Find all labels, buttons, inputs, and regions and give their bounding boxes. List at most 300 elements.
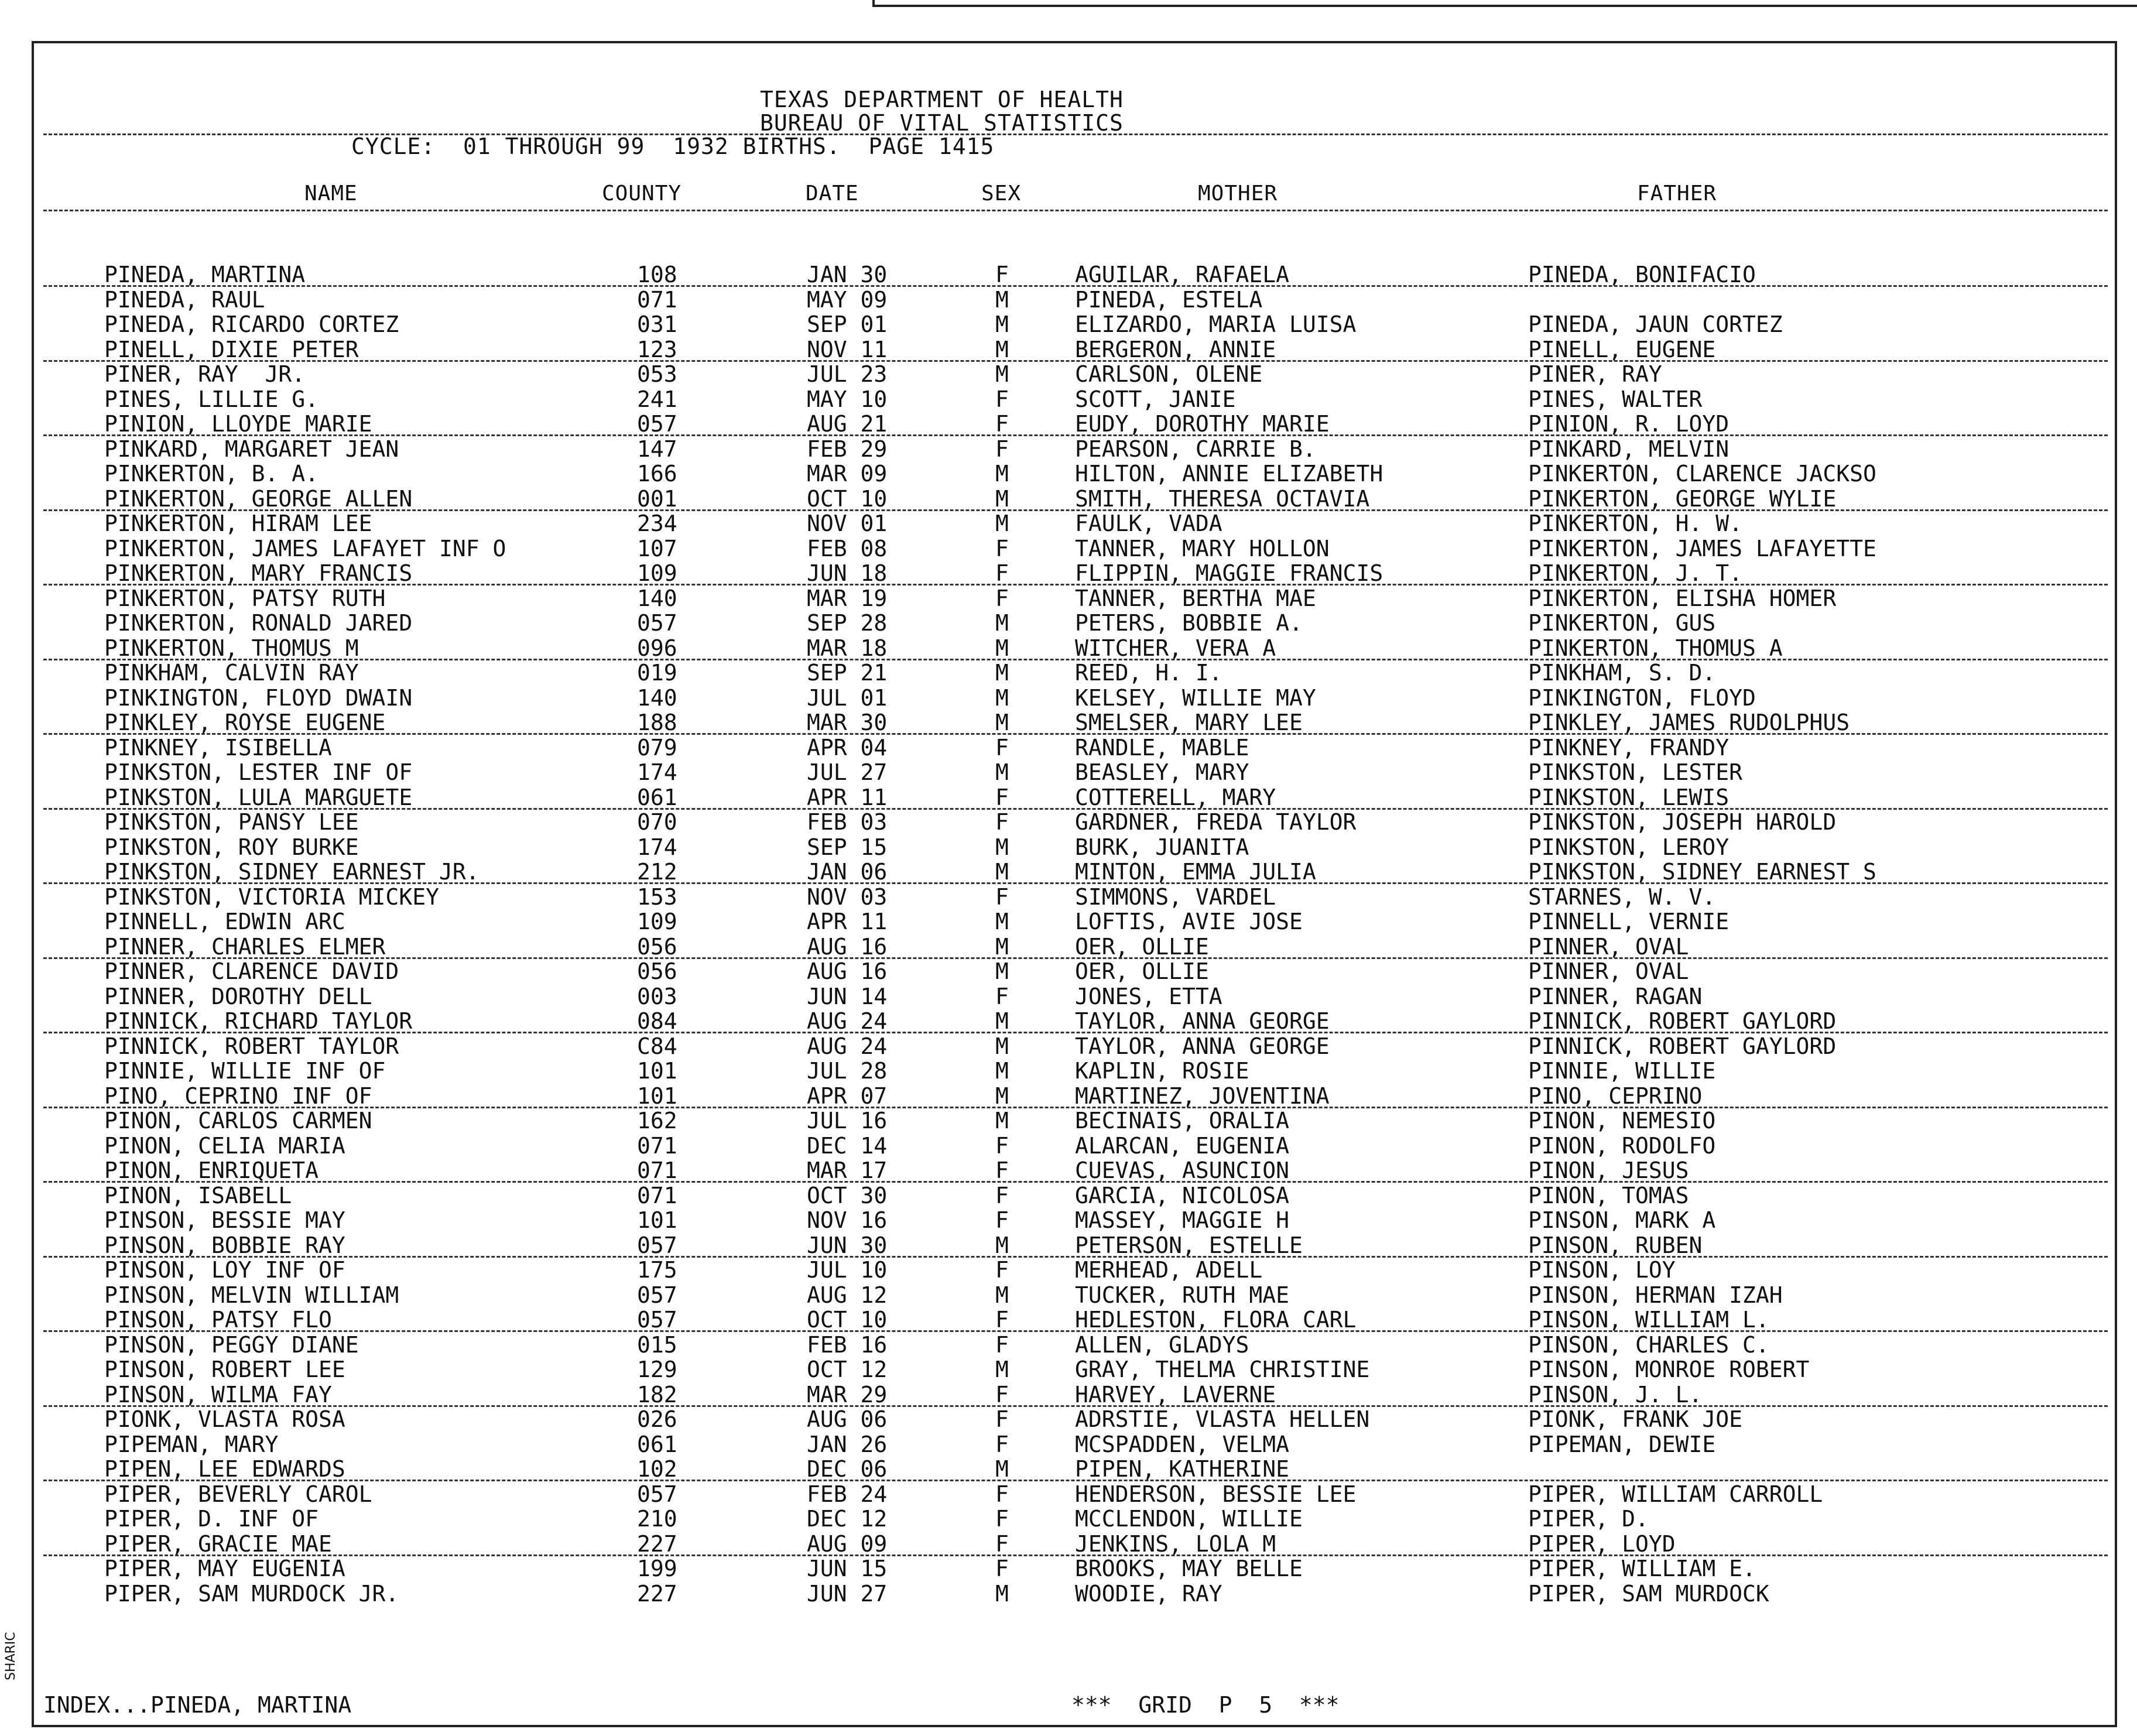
record-name: PINEDA, MARTINA [104, 262, 306, 287]
record-father: PIPER, D. [1528, 1506, 1649, 1532]
record-father: PINNELL, VERNIE [1528, 909, 1730, 934]
record-county: 241 [637, 386, 677, 412]
record-father: PINKERTON, GUS [1528, 610, 1716, 636]
record-father: PINKARD, MELVIN [1528, 436, 1730, 462]
col-header-date: DATE [806, 182, 859, 206]
record-mother: TUCKER, RUTH MAE [1075, 1282, 1290, 1308]
record-mother: WOODIE, RAY [1075, 1580, 1222, 1607]
record-name: PINNER, CHARLES ELMER [104, 933, 386, 960]
record-county: 123 [637, 336, 677, 362]
record-name: PINKHAM, CALVIN RAY [104, 660, 359, 686]
record-sex: F [995, 809, 1009, 835]
record-sex: F [995, 1331, 1009, 1358]
record-sex: F [995, 411, 1009, 437]
record-county: 003 [637, 983, 677, 1009]
record-name: PINKERTON, GEORGE ALLEN [104, 485, 413, 512]
record-sex: F [995, 386, 1009, 412]
record-county: 070 [637, 809, 677, 835]
record-row [0, 487, 2137, 512]
record-mother: SMITH, THERESA OCTAVIA [1075, 485, 1370, 512]
record-name: PINKERTON, PATSY RUTH [104, 585, 386, 611]
record-row [0, 785, 2137, 810]
record-father: PINKSTON, LEROY [1528, 834, 1730, 860]
record-county: 056 [637, 958, 677, 984]
record-mother: BURK, JUANITA [1075, 834, 1249, 860]
record-name: PINNELL, EDWIN ARC [104, 909, 345, 934]
record-sex: M [995, 859, 1009, 885]
record-sex: M [995, 710, 1009, 735]
record-date: MAR 19 [807, 585, 888, 611]
record-date: JUL 01 [807, 684, 888, 711]
record-row [0, 1183, 2137, 1208]
footer-index: INDEX...PINEDA, MARTINA [43, 1692, 352, 1718]
record-date: SEP 15 [807, 834, 888, 860]
record-row [0, 362, 2137, 387]
record-father: PINKSTON, SIDNEY EARNEST S [1528, 859, 1876, 885]
record-name: PINES, LILLIE G. [104, 386, 319, 412]
record-father: PINKINGTON, FLOYD [1528, 684, 1756, 711]
record-date: APR 04 [807, 734, 888, 761]
record-row [0, 1158, 2137, 1183]
record-father: PINKERTON, GEORGE WYLIE [1528, 485, 1837, 512]
header-rule-bottom [43, 210, 2108, 211]
record-name: PINON, CARLOS CARMEN [104, 1108, 372, 1134]
record-sex: F [995, 1481, 1009, 1507]
record-county: 019 [637, 660, 677, 686]
record-name: PINKARD, MARGARET JEAN [104, 436, 399, 462]
record-father: PIONK, FRANK JOE [1528, 1406, 1743, 1432]
record-row [0, 1357, 2137, 1382]
record-date: JUN 27 [807, 1580, 888, 1607]
record-sex: F [995, 1158, 1009, 1183]
record-row [0, 1333, 2137, 1358]
record-county: 102 [637, 1456, 677, 1482]
record-name: PIPER, SAM MURDOCK JR. [104, 1580, 399, 1607]
record-father: PINSON, HERMAN IZAH [1528, 1282, 1783, 1308]
record-name: PINNICK, RICHARD TAYLOR [104, 1008, 413, 1034]
record-row [0, 337, 2137, 362]
record-mother: KELSEY, WILLIE MAY [1075, 684, 1316, 711]
record-county: 057 [637, 1307, 677, 1333]
record-name: PINNICK, ROBERT TAYLOR [104, 1033, 399, 1059]
record-sex: F [995, 560, 1009, 586]
record-county: 129 [637, 1357, 677, 1382]
record-name: PINKERTON, THOMUS M [104, 635, 359, 661]
record-row [0, 586, 2137, 611]
record-father: PINER, RAY [1528, 361, 1662, 387]
record-father: PIPER, WILLIAM E. [1528, 1556, 1756, 1581]
record-mother: GARDNER, FREDA TAYLOR [1075, 809, 1357, 835]
record-name: PIONK, VLASTA ROSA [104, 1406, 345, 1432]
record-sex: F [995, 1132, 1009, 1159]
record-date: JUL 10 [807, 1257, 888, 1283]
cycle-line: CYCLE: 01 THROUGH 99 1932 BIRTHS. PAGE 1415 [351, 133, 995, 159]
record-county: 057 [637, 1481, 677, 1507]
record-row [0, 760, 2137, 785]
record-row [0, 636, 2137, 661]
record-row [0, 885, 2137, 910]
col-header-sex: SEX [981, 182, 1022, 206]
record-name: PINSON, MELVIN WILLIAM [104, 1282, 399, 1308]
record-sex: M [995, 759, 1009, 785]
record-date: NOV 03 [807, 884, 888, 910]
record-name: PINKSTON, SIDNEY EARNEST JR. [104, 859, 480, 885]
record-name: PINSON, BESSIE MAY [104, 1207, 345, 1233]
record-father: PINO, CEPRINO [1528, 1083, 1703, 1109]
record-date: JUL 23 [807, 361, 888, 387]
record-name: PINSON, WILMA FAY [104, 1381, 332, 1408]
record-father: PINEDA, JAUN CORTEZ [1528, 311, 1783, 337]
record-sex: F [995, 1381, 1009, 1408]
record-date: FEB 16 [807, 1331, 888, 1358]
record-mother: KAPLIN, ROSIE [1075, 1058, 1249, 1084]
record-sex: M [995, 336, 1009, 362]
record-sex: F [995, 535, 1009, 561]
record-row [0, 909, 2137, 934]
record-mother: TAYLOR, ANNA GEORGE [1075, 1033, 1330, 1059]
record-mother: FAULK, VADA [1075, 511, 1222, 536]
record-date: JUN 15 [807, 1556, 888, 1581]
record-date: JUN 14 [807, 983, 888, 1009]
record-date: FEB 24 [807, 1481, 888, 1507]
record-row [0, 511, 2137, 536]
record-county: 140 [637, 585, 677, 611]
record-county: 071 [637, 286, 677, 313]
record-mother: PETERS, BOBBIE A. [1075, 610, 1303, 636]
record-county: 101 [637, 1058, 677, 1084]
record-county: 199 [637, 1556, 677, 1581]
record-row [0, 262, 2137, 287]
record-mother: PEARSON, CARRIE B. [1075, 436, 1316, 462]
record-date: DEC 14 [807, 1132, 888, 1159]
record-date: AUG 16 [807, 933, 888, 960]
record-name: PINNER, CLARENCE DAVID [104, 958, 399, 984]
record-sex: F [995, 1530, 1009, 1557]
record-name: PINKSTON, PANSY LEE [104, 809, 359, 835]
record-date: MAR 17 [807, 1158, 888, 1183]
record-row [0, 561, 2137, 586]
record-date: NOV 11 [807, 336, 888, 362]
record-row [0, 1258, 2137, 1283]
record-father: PIPER, LOYD [1528, 1530, 1676, 1557]
record-sex: F [995, 734, 1009, 761]
record-sex: F [995, 983, 1009, 1009]
record-name: PINSON, ROBERT LEE [104, 1357, 345, 1382]
record-mother: AGUILAR, RAFAELA [1075, 262, 1290, 287]
record-date: JUN 30 [807, 1232, 888, 1258]
record-date: MAR 18 [807, 635, 888, 661]
record-name: PIPER, GRACIE MAE [104, 1530, 332, 1557]
record-county: 147 [637, 436, 677, 462]
record-row [0, 1556, 2137, 1581]
record-date: OCT 10 [807, 485, 888, 512]
record-county: 071 [637, 1132, 677, 1159]
record-row [0, 1084, 2137, 1109]
record-mother: REED, H. I. [1075, 660, 1222, 686]
record-row [0, 611, 2137, 636]
record-row [0, 1457, 2137, 1482]
record-date: MAY 10 [807, 386, 888, 412]
record-county: 057 [637, 411, 677, 437]
record-row [0, 1134, 2137, 1159]
record-row [0, 1108, 2137, 1134]
record-sex: M [995, 485, 1009, 512]
record-row [0, 810, 2137, 835]
record-mother: BROOKS, MAY BELLE [1075, 1556, 1303, 1581]
record-father: STARNES, W. V. [1528, 884, 1716, 910]
record-county: C84 [637, 1033, 677, 1059]
record-date: FEB 08 [807, 535, 888, 561]
record-date: MAR 30 [807, 710, 888, 735]
record-father: PINKERTON, J. T. [1528, 560, 1743, 586]
record-mother: PINEDA, ESTELA [1075, 286, 1263, 313]
record-date: OCT 12 [807, 1357, 888, 1382]
record-mother: CUEVAS, ASUNCION [1075, 1158, 1290, 1183]
record-mother: COTTERELL, MARY [1075, 784, 1276, 810]
record-mother: HILTON, ANNIE ELIZABETH [1075, 461, 1383, 487]
record-mother: MASSEY, MAGGIE H [1075, 1207, 1290, 1233]
record-father: PINKSTON, LESTER [1528, 759, 1743, 785]
record-sex: F [995, 1506, 1009, 1532]
record-date: JUL 16 [807, 1108, 888, 1134]
record-father: PINKERTON, CLARENCE JACKSO [1528, 461, 1876, 487]
record-county: 210 [637, 1506, 677, 1532]
record-county: 109 [637, 909, 677, 934]
record-date: SEP 01 [807, 311, 888, 337]
record-name: PINSON, PATSY FLO [104, 1307, 332, 1333]
record-county: 061 [637, 1431, 677, 1457]
record-name: PINKLEY, ROYSE EUGENE [104, 710, 386, 735]
side-label: SHARIC [4, 1632, 18, 1680]
record-name: PINKSTON, VICTORIA MICKEY [104, 884, 439, 910]
record-sex: M [995, 361, 1009, 387]
record-row [0, 1208, 2137, 1233]
record-sex: M [995, 1580, 1009, 1607]
record-county: 026 [637, 1406, 677, 1432]
record-date: NOV 01 [807, 511, 888, 536]
record-sex: F [995, 784, 1009, 810]
record-date: AUG 24 [807, 1033, 888, 1059]
record-date: OCT 10 [807, 1307, 888, 1333]
record-mother: BECINAIS, ORALIA [1075, 1108, 1290, 1134]
record-name: PIPER, D. INF OF [104, 1506, 319, 1532]
record-name: PINEDA, RAUL [104, 286, 265, 313]
record-sex: M [995, 511, 1009, 536]
record-name: PINELL, DIXIE PETER [104, 336, 359, 362]
record-county: 031 [637, 311, 677, 337]
col-header-mother: MOTHER [1198, 182, 1278, 206]
record-mother: JONES, ETTA [1075, 983, 1222, 1009]
record-county: 212 [637, 859, 677, 885]
record-county: 174 [637, 834, 677, 860]
record-county: 053 [637, 361, 677, 387]
record-county: 101 [637, 1083, 677, 1109]
record-mother: SCOTT, JANIE [1075, 386, 1236, 412]
record-sex: F [995, 1257, 1009, 1283]
record-row [0, 710, 2137, 735]
record-county: 153 [637, 884, 677, 910]
record-county: 162 [637, 1108, 677, 1134]
record-row [0, 1009, 2137, 1034]
record-father: PINON, RODOLFO [1528, 1132, 1716, 1159]
record-father: PINSON, LOY [1528, 1257, 1676, 1283]
record-county: 227 [637, 1530, 677, 1557]
record-county: 084 [637, 1008, 677, 1034]
record-row [0, 660, 2137, 686]
record-row [0, 1432, 2137, 1457]
record-name: PINKERTON, JAMES LAFAYET INF O [104, 535, 506, 561]
record-sex: M [995, 1456, 1009, 1482]
record-father: PINSON, WILLIAM L. [1528, 1307, 1769, 1333]
record-date: MAR 09 [807, 461, 888, 487]
record-name: PINKSTON, ROY BURKE [104, 834, 359, 860]
record-sex: M [995, 1033, 1009, 1059]
record-sex: M [995, 684, 1009, 711]
record-father: PINSON, MARK A [1528, 1207, 1716, 1233]
record-date: AUG 16 [807, 958, 888, 984]
record-sex: F [995, 884, 1009, 910]
record-father: PINNICK, ROBERT GAYLORD [1528, 1033, 1837, 1059]
record-date: DEC 12 [807, 1506, 888, 1532]
record-row [0, 437, 2137, 462]
col-header-name: NAME [304, 182, 358, 206]
record-row [0, 934, 2137, 960]
record-sex: M [995, 933, 1009, 960]
record-father: PINON, NEMESIO [1528, 1108, 1716, 1134]
record-father: PINNICK, ROBERT GAYLORD [1528, 1008, 1837, 1034]
record-sex: F [995, 1182, 1009, 1208]
record-county: 061 [637, 784, 677, 810]
record-name: PIPEMAN, MARY [104, 1431, 279, 1457]
record-mother: HENDERSON, BESSIE LEE [1075, 1481, 1357, 1507]
record-row [0, 1307, 2137, 1333]
record-sex: F [995, 262, 1009, 287]
record-sex: M [995, 461, 1009, 487]
record-date: AUG 06 [807, 1406, 888, 1432]
record-name: PINER, RAY JR. [104, 361, 306, 387]
record-name: PINNIE, WILLIE INF OF [104, 1058, 386, 1084]
record-sex: F [995, 1207, 1009, 1233]
record-sex: F [995, 436, 1009, 462]
record-sex: M [995, 286, 1009, 313]
record-father: PINION, R. LOYD [1528, 411, 1730, 437]
record-county: 101 [637, 1207, 677, 1233]
record-name: PIPER, BEVERLY CAROL [104, 1481, 372, 1507]
record-name: PINON, CELIA MARIA [104, 1132, 345, 1159]
record-date: JAN 30 [807, 262, 888, 287]
record-date: DEC 06 [807, 1456, 888, 1482]
record-date: AUG 24 [807, 1008, 888, 1034]
record-name: PINKERTON, MARY FRANCIS [104, 560, 413, 586]
record-date: JUL 27 [807, 759, 888, 785]
record-father: PINKSTON, JOSEPH HAROLD [1528, 809, 1837, 835]
record-name: PINKSTON, LESTER INF OF [104, 759, 413, 785]
record-sex: F [995, 1406, 1009, 1432]
record-name: PIPER, MAY EUGENIA [104, 1556, 345, 1581]
record-name: PINON, ENRIQUETA [104, 1158, 319, 1183]
record-mother: GRAY, THELMA CHRISTINE [1075, 1357, 1370, 1382]
record-father: PIPER, SAM MURDOCK [1528, 1580, 1769, 1607]
record-father: PINKSTON, LEWIS [1528, 784, 1730, 810]
record-county: 140 [637, 684, 677, 711]
record-mother: TANNER, BERTHA MAE [1075, 585, 1316, 611]
record-name: PINKINGTON, FLOYD DWAIN [104, 684, 413, 711]
record-mother: ALLEN, GLADYS [1075, 1331, 1249, 1358]
record-sex: F [995, 1431, 1009, 1457]
record-county: 109 [637, 560, 677, 586]
record-mother: ELIZARDO, MARIA LUISA [1075, 311, 1357, 337]
record-county: 174 [637, 759, 677, 785]
record-father: PINNIE, WILLIE [1528, 1058, 1716, 1084]
record-name: PINSON, BOBBIE RAY [104, 1232, 345, 1258]
record-county: 079 [637, 734, 677, 761]
record-date: MAY 09 [807, 286, 888, 313]
record-county: 057 [637, 1282, 677, 1308]
record-mother: SIMMONS, VARDEL [1075, 884, 1276, 910]
record-sex: M [995, 834, 1009, 860]
record-county: 166 [637, 461, 677, 487]
record-date: AUG 09 [807, 1530, 888, 1557]
record-county: 175 [637, 1257, 677, 1283]
col-header-county: COUNTY [602, 182, 682, 206]
top-border [872, 0, 2137, 7]
record-sex: M [995, 909, 1009, 934]
record-date: APR 07 [807, 1083, 888, 1109]
record-row [0, 1283, 2137, 1308]
record-father: PINKERTON, THOMUS A [1528, 635, 1783, 661]
record-county: 182 [637, 1381, 677, 1408]
record-name: PINNER, DOROTHY DELL [104, 983, 372, 1009]
record-name: PIPEN, LEE EDWARDS [104, 1456, 345, 1482]
record-father: PINSON, J. L. [1528, 1381, 1703, 1408]
record-row [0, 536, 2137, 561]
record-sex: M [995, 1008, 1009, 1034]
record-county: 107 [637, 535, 677, 561]
record-father: PINON, TOMAS [1528, 1182, 1689, 1208]
record-date: FEB 03 [807, 809, 888, 835]
record-name: PINON, ISABELL [104, 1182, 292, 1208]
record-name: PINEDA, RICARDO CORTEZ [104, 311, 399, 337]
record-row [0, 1059, 2137, 1084]
record-mother: ADRSTIE, VLASTA HELLEN [1075, 1406, 1370, 1432]
record-mother: CARLSON, OLENE [1075, 361, 1263, 387]
record-date: JAN 06 [807, 859, 888, 885]
record-row [0, 412, 2137, 437]
record-county: 071 [637, 1158, 677, 1183]
record-father: PINEDA, BONIFACIO [1528, 262, 1756, 287]
record-date: JUL 28 [807, 1058, 888, 1084]
record-date: NOV 16 [807, 1207, 888, 1233]
record-father: PINELL, EUGENE [1528, 336, 1716, 362]
record-mother: OER, OLLIE [1075, 958, 1209, 984]
record-date: JAN 26 [807, 1431, 888, 1457]
record-date: AUG 12 [807, 1282, 888, 1308]
record-name: PINKNEY, ISIBELLA [104, 734, 332, 761]
record-father: PINNER, OVAL [1528, 933, 1689, 960]
record-mother: SMELSER, MARY LEE [1075, 710, 1303, 735]
record-sex: F [995, 1556, 1009, 1581]
record-row [0, 735, 2137, 761]
record-row [0, 312, 2137, 337]
record-mother: HEDLESTON, FLORA CARL [1075, 1307, 1357, 1333]
record-county: 057 [637, 1232, 677, 1258]
record-name: PINKERTON, HIRAM LEE [104, 511, 372, 536]
footer-grid: *** GRID P 5 *** [1071, 1692, 1340, 1718]
record-sex: M [995, 635, 1009, 661]
record-sex: F [995, 585, 1009, 611]
record-date: JUN 18 [807, 560, 888, 586]
record-row [0, 860, 2137, 885]
